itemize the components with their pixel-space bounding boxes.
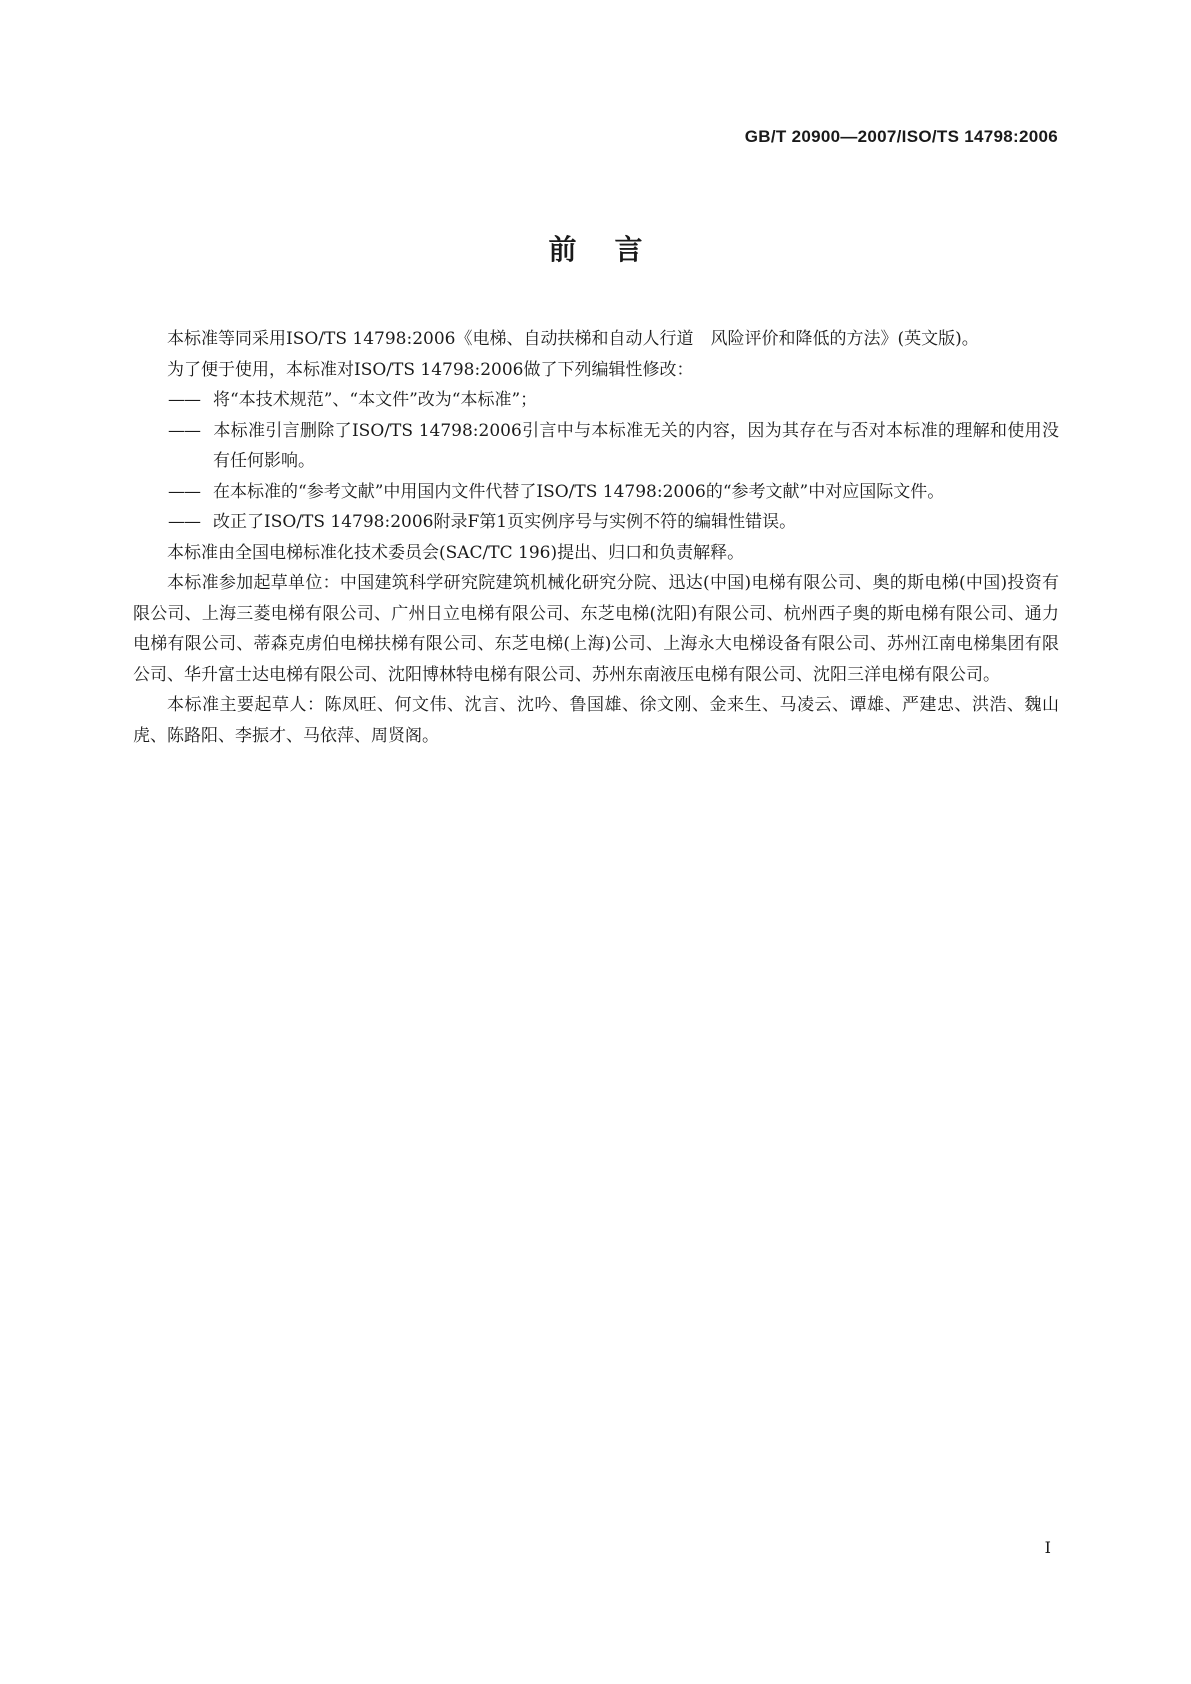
modification-item <box>133 507 1059 538</box>
dash-marker: —— <box>168 512 200 532</box>
modifications-intro-paragraph: 为了便于使用，本标准对ISO/TS 14798:2006做了下列编辑性修改： <box>167 359 694 380</box>
dash-marker: —— <box>168 420 200 441</box>
standard-number-header: GB/T 20900—2007/ISO/TS 14798:2006 <box>744 127 1058 146</box>
page-title: 前言 <box>548 233 681 266</box>
drafters-paragraph: 本标准主要起草人：陈凤旺、何文伟、沈言、沈吟、鲁国雄、徐文刚、金来生、马凌云、谭雄、严建忠、洪浩、魏山虎、陈路阳、李振才、马依萍、周贤阁。 <box>133 695 1059 746</box>
modification-item-text: 在本标准的“参考文献”中用国内文件代替了ISO/TS 14798:2006的“参考文献”中对应国际文件。 <box>213 481 945 502</box>
modification-item <box>133 385 1059 416</box>
modification-item-text: 改正了ISO/TS 14798:2006附录F第1页实例序号与实例不符的编辑性错误。 <box>213 512 797 532</box>
page-number: I <box>1044 1538 1051 1557</box>
drafting-units-paragraph: 本标准参加起草单位：中国建筑科学研究院建筑机械化研究分院、迅达(中国)电梯有限公司、奥的斯电梯(中国)投资有限公司、上海三菱电梯有限公司、广州日立电梯有限公司、东芝电梯(沈阳)有限公司、杭州西子奥的斯电梯有限公司、通力电梯有限公司、蒂森克虏伯电梯扶梯有限公司、东芝电梯(上海)公司、上海永大电梯设备有限公司、苏州江南电梯集团有限公司、华升富士达电梯有限公司、沈阳博林特电梯有限公司、苏州东南液压电梯有限公司、沈阳三洋电梯有限公司。 <box>133 573 1059 685</box>
dash-marker: —— <box>168 481 200 502</box>
modification-item <box>133 477 1059 508</box>
adoption-paragraph: 本标准等同采用ISO/TS 14798:2006《电梯、自动扶梯和自动人行道 风险评价和降低的方法》(英文版)。 <box>167 329 979 349</box>
dash-marker: —— <box>168 390 200 410</box>
modification-item-text: 本标准引言删除了ISO/TS 14798:2006引言中与本标准无关的内容，因为其存在与否对本标准的理解和使用没有任何影响。 <box>213 420 1059 471</box>
modification-item-text: 将“本技术规范”、“本文件”改为“本标准”； <box>213 390 538 410</box>
responsible-committee-paragraph: 本标准由全国电梯标准化技术委员会(SAC/TC 196)提出、归口和负责解释。 <box>167 542 745 563</box>
foreword-body <box>133 324 1059 751</box>
modification-item <box>133 416 1059 477</box>
